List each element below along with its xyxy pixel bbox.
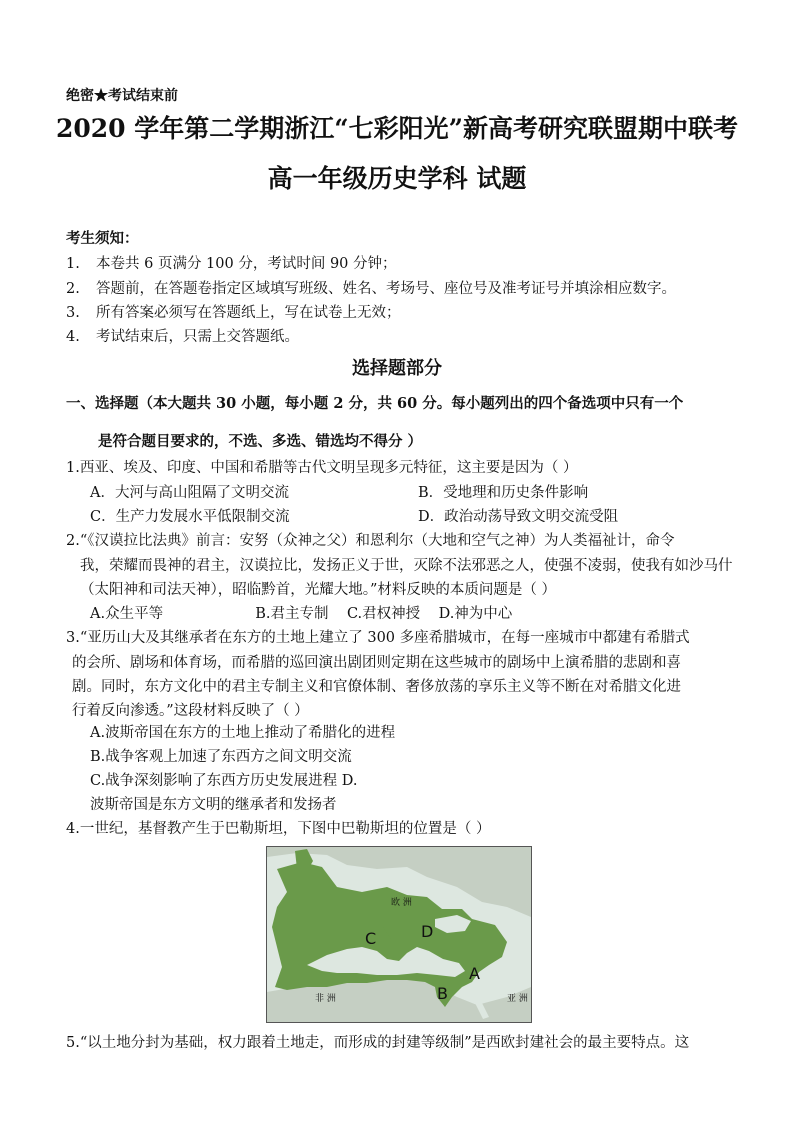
q3-stem: 3.“亚历山大及其继承者在东方的土地上建立了 300 多座希腊城市，在每一座城市中都建有希腊式 [66,630,690,646]
roman-empire-map [266,846,532,1023]
q3-stem-cont: 的会所、剧场和体育场，而希腊的巡回演出剧团则定期在这些城市的剧场中上演希腊的悲剧和喜 [72,655,681,671]
map-label-africa: 非 洲 [315,994,336,1004]
q5-stem: 5.“以土地分封为基础，权力跟着土地走，而形成的封建等级制”是西欧封建社会的最主要特点。这 [66,1035,690,1051]
q2-stem: 2.“《汉谟拉比法典》前言：安努（众神之父）和恩利尔（大地和空气之神）为人类福祉计，命令 [66,533,675,549]
notice-heading: 考生须知： [66,230,139,247]
q3-stem-cont: 行着反向渗透。”这段材料反映了（ ） [72,703,309,719]
section-title: 选择题部分 [352,358,442,379]
q1-option-c[interactable]: C．生产力发展水平低限制交流 [90,509,290,525]
q1-option-d[interactable]: D．政治动荡导致文明交流受阻 [418,509,619,525]
q3-stem-cont: 剧。同时，东方文化中的君主专制主义和官僚体制、奢侈放荡的享乐主义等不断在对希腊文化进 [72,679,681,695]
notice-item: 1. 本卷共 6 页满分 100 分，考试时间 90 分钟； [66,256,397,272]
q3-option-a[interactable]: A.波斯帝国在东方的土地上推动了希腊化的进程 [90,725,396,741]
map-mark-b: B [437,984,448,1003]
map-label-europe: 欧 洲 [391,898,412,908]
q3-option-c[interactable]: C.战争深刻影响了东西方历史发展进程 D. [90,773,358,789]
q1-option-b[interactable]: B．受地理和历史条件影响 [418,485,589,501]
q1-stem: 1.西亚、埃及、印度、中国和希腊等古代文明呈现多元特征，这主要是因为（ ） [66,460,578,476]
q1-option-a[interactable]: A．大河与高山阻隔了文明交流 [90,485,289,501]
q4-stem: 4.一世纪，基督教产生于巴勒斯坦，下图中巴勒斯坦的位置是（ ） [66,821,491,837]
section-instruction-cont: 是符合题目要求的，不选、多选、错选均不得分 ） [98,433,423,450]
notice-item: 4. 考试结束后，只需上交答题纸。 [66,329,299,345]
map-mark-d: D [421,922,434,941]
q2-stem-cont: （太阳神和司法天神），昭临黔首，光耀大地。”材料反映的本质问题是（ ） [80,582,557,598]
map-label-asia: 亚 洲 [507,994,528,1004]
notice-item: 3. 所有答案必须写在答题纸上，写在试卷上无效； [66,305,401,321]
map-mark-c: C [365,929,377,948]
section-instruction: 一、选择题（本大题共 30 小题，每小题 2 分，共 60 分。每小题列出的四个备选项中只有一个 [66,395,684,412]
map-mark-a: A [469,964,480,983]
q3-option-d[interactable]: 波斯帝国是东方文明的继承者和发扬者 [90,797,337,813]
exam-title: 2020 学年第二学期浙江“七彩阳光”新高考研究联盟期中联考 [55,114,739,143]
q2-options[interactable]: A.众生平等 B.君主专制 C.君权神授 D.神为中心 [90,606,513,622]
q3-option-b[interactable]: B.战争客观上加速了东西方之间文明交流 [90,749,352,765]
q2-stem-cont: 我，荣耀而畏神的君主，汉谟拉比，发扬正义于世，灭除不法邪恶之人，使强不凌弱，使我有如沙马什 [80,558,733,574]
secret-mark: 绝密★考试结束前 [66,88,178,104]
notice-item: 2. 答题前，在答题卷指定区域填写班级、姓名、考场号、座位号及准考证号并填涂相应数字。 [66,281,676,297]
exam-subtitle: 高一年级历史学科 试题 [267,164,527,193]
